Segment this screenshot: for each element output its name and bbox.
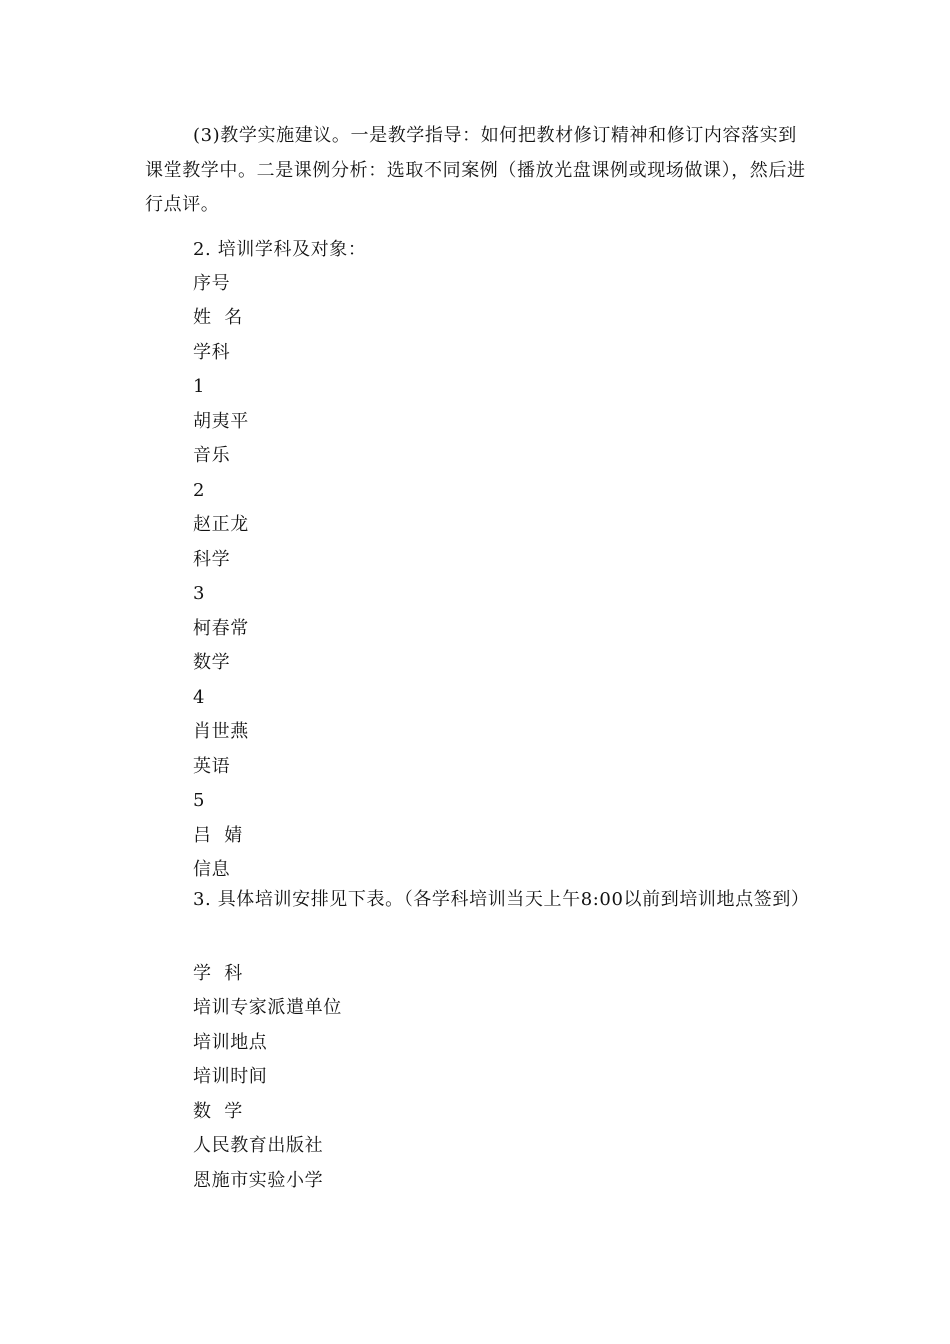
table2-header-time: 培训时间 — [193, 1066, 268, 1087]
table2-row1-expert-unit: 人民教育出版社 — [193, 1135, 324, 1156]
table1-row4-number: 4 — [193, 687, 206, 708]
table1-row5-subject: 信息 — [193, 859, 231, 880]
table1-header-number: 序号 — [193, 273, 231, 294]
table1-row3-number: 3 — [193, 583, 206, 604]
table1-header-subject: 学科 — [193, 342, 231, 363]
paragraph-teaching-suggestions: (3)教学实施建议。一是教学指导：如何把教材修订精神和修订内容落实到课堂教学中。二是课例分析：选取不同案例（播放光盘课例或现场做课），然后进行点评。 — [145, 125, 806, 215]
table1-row1-subject: 音乐 — [193, 445, 231, 466]
table1-row3-name: 柯春常 — [193, 618, 249, 639]
table1-header-name: 姓 名 — [193, 307, 243, 328]
table1-row4-name: 肖世燕 — [193, 721, 249, 742]
table1-row2-subject: 科学 — [193, 549, 231, 570]
table1-row5-name: 吕 婧 — [193, 825, 243, 846]
table2-header-location: 培训地点 — [193, 1032, 268, 1053]
table1-row2-number: 2 — [193, 480, 206, 501]
table1-row1-number: 1 — [193, 376, 206, 397]
heading-subjects-and-targets: 2. 培训学科及对象： — [193, 239, 367, 260]
table2-row1-location: 恩施市实验小学 — [193, 1170, 324, 1191]
table1-row3-subject: 数学 — [193, 652, 231, 673]
table2-row1-subject: 数 学 — [193, 1101, 243, 1122]
paragraph-schedule: 3. 具体培训安排见下表。（各学科培训当天上午8:00以前到培训地点签到） — [193, 889, 810, 910]
table1-row2-name: 赵正龙 — [193, 514, 249, 535]
table1-row1-name: 胡夷平 — [193, 411, 249, 432]
table1-row4-subject: 英语 — [193, 756, 231, 777]
table1-row5-number: 5 — [193, 790, 206, 811]
table2-header-subject: 学 科 — [193, 963, 243, 984]
table2-header-expert-unit: 培训专家派遣单位 — [193, 997, 342, 1018]
